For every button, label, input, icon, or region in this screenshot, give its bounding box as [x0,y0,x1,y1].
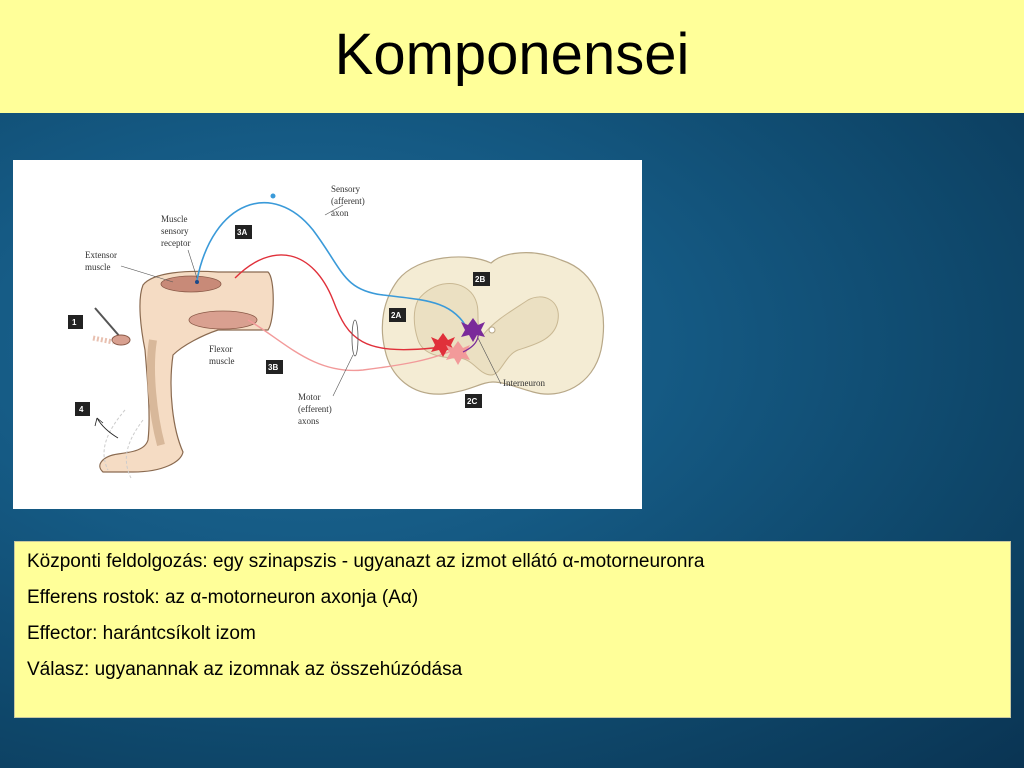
svg-text:2C: 2C [467,397,478,406]
tag-4 [75,402,90,416]
leg [100,271,273,478]
label-receptor-3: receptor [161,238,191,248]
tag-3b [266,360,283,374]
line-effector: Effector: harántcsíkolt izom [27,623,256,644]
svg-text:1: 1 [72,318,77,327]
label-motor-3: axons [298,416,319,426]
svg-text:2B: 2B [475,275,486,284]
label-sensory-1: Sensory [331,184,360,194]
svg-text:3A: 3A [237,228,248,237]
label-motor-2: (efferent) [298,404,332,414]
tag-2c [465,394,482,408]
tag-2a [389,308,406,322]
tag-3a [235,225,252,239]
slide-title: Komponensei [334,22,690,87]
line-efferent-fibers: Efferens rostok: az α-motorneuron axonja (Aα) [27,587,419,608]
svg-text:4: 4 [79,405,84,414]
label-sensory-3: axon [331,208,349,218]
svg-text:3B: 3B [268,363,279,372]
label-motor-1: Motor [298,392,321,402]
label-extensor-2: muscle [85,262,111,272]
tag-1 [68,315,83,329]
label-receptor-2: sensory [161,226,189,236]
label-receptor-1: Muscle [161,214,188,224]
label-flexor-2: muscle [209,356,235,366]
tag-2b [473,272,490,286]
label-interneuron: Interneuron [503,378,545,388]
reflex-arc-diagram [13,160,642,509]
label-sensory-2: (afferent) [331,196,365,206]
spinal-cord [382,253,603,394]
line-response: Válasz: ugyanannak az izomnak az összehúzódása [27,659,463,680]
sensory-cell-body [271,194,276,199]
title-bar [0,0,1024,113]
label-extensor-1: Extensor [85,250,117,260]
line-central-processing: Központi feldolgozás: egy szinapszis - ugyanazt az izmot ellátó α-motorneuronra [27,551,705,572]
reflex-hammer-icon [93,308,130,345]
label-flexor-1: Flexor [209,344,233,354]
svg-text:2A: 2A [391,311,402,320]
description-box [14,541,1011,718]
reflex-arc-figure [13,160,642,509]
